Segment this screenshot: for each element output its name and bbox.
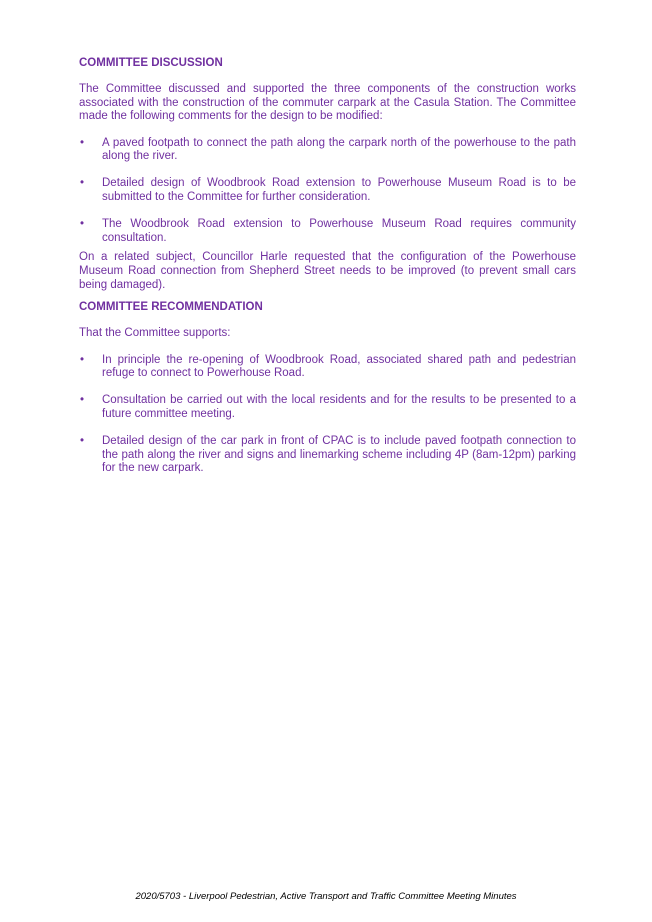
discussion-bullet-list [79,137,576,246]
recommendation-bullet-list [79,354,576,476]
list-item [79,177,576,204]
bullet-icon: • [80,136,85,149]
list-item-text: Detailed design of Woodbrook Road extension to Powerhouse Museum Road is to be submitted to the Committee for further consideration. [102,177,576,204]
list-item [79,354,576,381]
list-item-text: Consultation be carried out with the local residents and for the results to be presented to a future committee meeting. [102,394,576,420]
list-item-text: A paved footpath to connect the path along the carpark north of the powerhouse to the path along the river. [102,136,576,163]
list-item [79,435,576,476]
recommendation-heading: COMMITTEE RECOMMENDATION [79,301,263,314]
page-footer: 2020/5703 - Liverpool Pedestrian, Active Transport and Traffic Committee Meeting Minutes [135,891,517,902]
list-item-text: Detailed design of the car park in front of CPAC is to include paved footpath connection to the path along the river and signs and linemarking scheme including 4P (8am-12pm) parking for the new carpark. [102,435,576,475]
list-item-text: The Woodbrook Road extension to Powerhouse Museum Road requires community consultation. [102,218,576,244]
bullet-icon: • [80,177,85,190]
bullet-icon: • [80,394,85,407]
document-body [79,56,576,489]
discussion-heading: COMMITTEE DISCUSSION [79,57,223,69]
bullet-icon: • [80,353,85,366]
list-item [79,394,576,421]
discussion-related-note: On a related subject, Councillor Harle requested that the configuration of the Powerhouse Museum Road connection from Shepherd Street needs to be improved (to prevent small cars being damaged). [79,251,576,291]
discussion-intro: The Committee discussed and supported the three components of the construction works associated with the construction of the commuter carpark at the Casula Station. The Committee made the following comments for the design to be modified: [79,83,576,123]
bullet-icon: • [80,218,85,231]
bullet-icon: • [80,435,85,448]
recommendation-intro: That the Committee supports: [79,327,231,340]
list-item [79,218,576,245]
list-item [79,137,576,164]
list-item-text: In principle the re-opening of Woodbrook Road, associated shared path and pedestrian refuge to connect to Powerhouse Road. [102,353,576,380]
